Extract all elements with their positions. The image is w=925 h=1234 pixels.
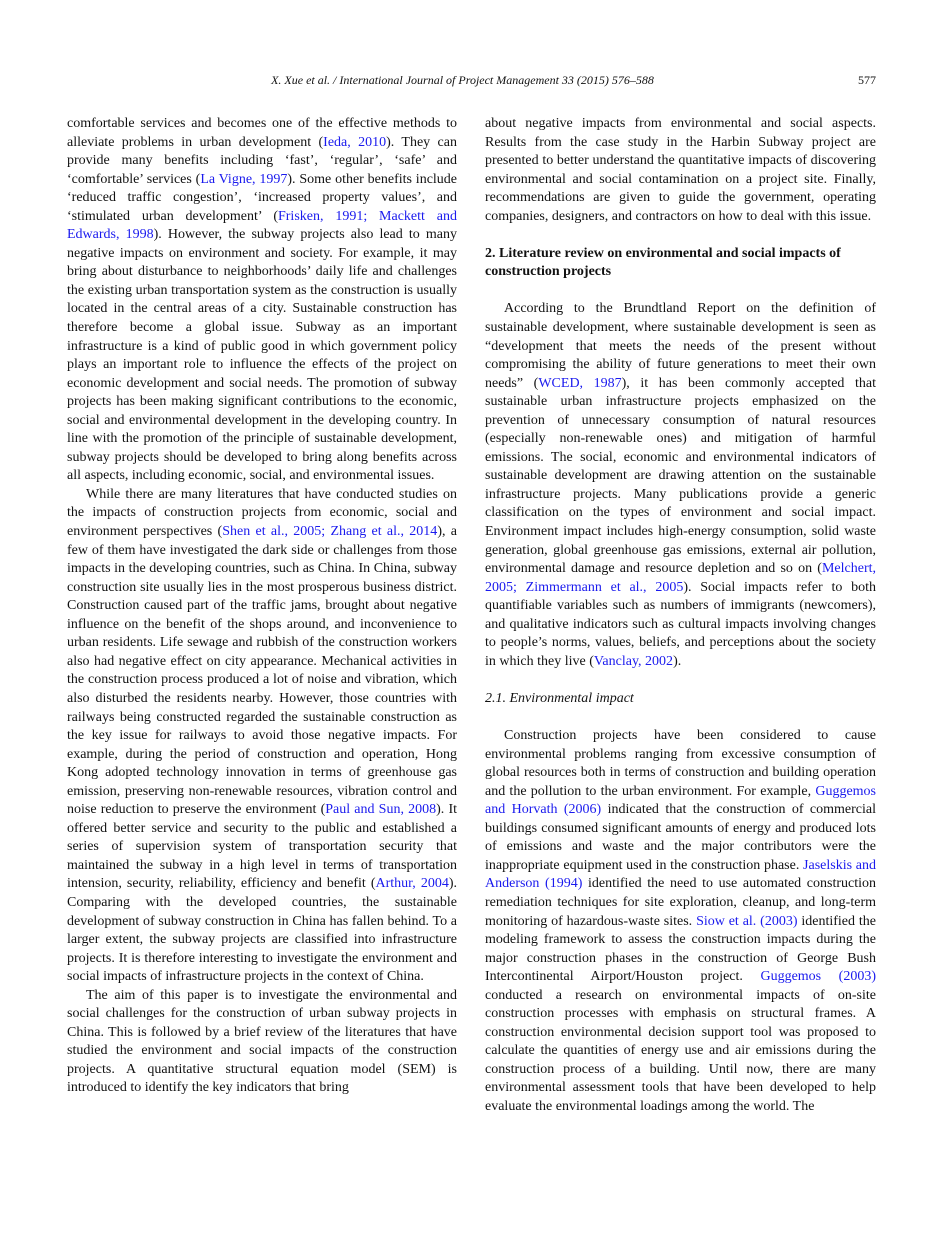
citation-link[interactable]: Arthur, 2004 — [375, 876, 449, 892]
paragraph — [485, 300, 876, 671]
citation-link[interactable]: La Vigne, 1997 — [200, 171, 288, 187]
citation-link[interactable]: Guggemos (2003) — [760, 969, 876, 985]
running-head: X. Xue et al. / International Journal of Project Management 33 (2015) 576–588 — [271, 73, 654, 87]
paragraph-text: ). It offered better service and security to the public and established a series of supervision system of transportation security that maintained the subway in a high level in terms of transportation intension, security, reliability, efficiency and benefit ( — [67, 802, 458, 892]
page-number: 577 — [858, 73, 876, 87]
paragraph — [67, 486, 457, 987]
paragraph-text: about negative impacts from environmental and social aspects. Results from the case study in the Harbin Subway project are presented to better understand the quantitative impacts of discovering environmental and social contamination on a project site. Finally, recommendations are given to guide the government, operating companies, designers, and contractors on how to deal with this issue. — [485, 116, 876, 224]
citation-link[interactable]: Shen et al., 2005; Zhang et al., 2014 — [222, 524, 438, 540]
paragraph-text: ). Comparing with the developed countries, the sustainable development of subway construction in China has fallen behind. To a larger extent, the subway projects are classified into infrastructure projects. It is therefore interesting to investigate the environment and social impacts of infrastructure projects in the context of China. — [67, 876, 458, 985]
paragraph-text: comfortable services and becomes one of the effective methods to alleviate problems in urban development ( — [67, 116, 457, 150]
citation-link[interactable]: Jaselskis and Anderson (1994) — [485, 857, 876, 892]
citation-link[interactable]: Ieda, 2010 — [323, 134, 387, 150]
citation-link[interactable]: WCED, 1987 — [538, 375, 622, 391]
paragraph-text: conducted a research on environmental impacts of on-site construction processes with emphasis on structural frames. A construction environmental decision support tool was proposed to calculate the quantities of energy use and air emissions during the construction process of a building. Until now, there are many environmental assessment tools that have been developed to help evaluate the environmental loadings among the world. The — [485, 987, 876, 1114]
paragraph-text: ). — [673, 653, 682, 669]
paragraph-text: ). Some other benefits include ‘reduced traffic congestion’, ‘increased property values’, and ‘stimulated urban development’ ( — [67, 171, 458, 224]
paragraph-text: identified the modeling framework to assess the construction impacts during the major construction phases in the construction of George Bush Intercontinental Airport/Houston project. — [485, 913, 876, 985]
paragraph-text: ). They can provide many benefits including ‘fast’, ‘regular’, ‘safe’ and ‘comfortable’ services ( — [67, 134, 457, 187]
paragraph-text: ). However, the subway projects also lead to many negative impacts on environment and society. For example, it may bring about disturbance to neighborhoods’ daily life and challenges the existing urban transportation system as the construction is usually located in the central areas of a city. Sustainable construction has therefore become a global issue. Subway as an important infrastructure is a kind of public good in which government policy plays an important role to influence the effects of the project on economic development and social needs. The promotion of subway projects has been making significant contributions to the economic, social and environmental development in the developing country. In line with the promotion of the principle of sustainable development, subway projects should be developed to bring along benefits across all aspects, including economic, social, and environmental issues. — [67, 227, 457, 484]
citation-link[interactable]: Melchert, 2005; Zimmermann et al., 2005 — [485, 561, 876, 595]
section-heading: 2. Literature review on environmental and social impacts of construction projects — [485, 245, 841, 280]
citation-link[interactable]: Frisken, 1991; Mackett and Edwards, 1998 — [67, 208, 457, 243]
paragraph — [67, 987, 457, 1098]
subsection-heading: 2.1. Environmental impact — [485, 690, 634, 706]
citation-link[interactable]: Vanclay, 2002 — [593, 653, 674, 669]
paragraph-text: ), it has been commonly accepted that sustainable urban infrastructure projects emphasized on the prevention of unnecessary consumption of natural resources (especially non-renewable ones) and mitigation of harmful emissions. The social, economic and environmental indicators of sustainable development are drawing attention on the sustainable infrastructure projects. Many publications provide a generic classification on the types of environment and social impact. Environment impact includes high-energy consumption, solid waste generation, global greenhouse gas emissions, external air pollution, environmental damage and resource depletion and so on ( — [485, 375, 876, 577]
paragraph-text: indicated that the construction of commercial buildings consumed significant amounts of energy and produced lots of emissions and waste and the major contributors were the inappropriate equipment used in the construction phase. — [485, 802, 876, 873]
paragraph-text: ). Social impacts refer to both quantifiable variables such as numbers of immigrants (newcomers), and qualitative indicators such as cultural impacts involving changes to people’s norms, values, beliefs, and perceptions about the society in which they live ( — [485, 579, 876, 669]
right-column — [485, 115, 876, 1117]
citation-link[interactable]: Siow et al. (2003) — [696, 913, 798, 929]
left-column — [67, 115, 457, 1098]
citation-link[interactable]: Paul and Sun, 2008 — [325, 802, 437, 818]
paragraph — [485, 727, 876, 1116]
paragraph-text: While there are many literatures that have conducted studies on the impacts of construction projects from economic, social and environment perspectives ( — [67, 486, 457, 540]
paragraph-text: According to the Brundtland Report on the definition of sustainable development, where sustainable development is seen as “development that meets the needs of the present without compromising the ability of future generations to meet their own needs” ( — [485, 301, 876, 391]
paragraph-text: identified the need to use automated construction remediation techniques for site exploration, cleanup, and long-term monitoring of hazardous-waste sites. — [485, 876, 877, 929]
citation-link[interactable]: Guggemos and Horvath (2006) — [485, 783, 876, 818]
paragraph — [67, 115, 457, 486]
paragraph — [485, 115, 876, 226]
paragraph-text: Construction projects have been considered to cause environmental problems ranging from excessive consumption of global resources both in terms of construction and building operation and the pollution to the urban environment. For example, — [485, 728, 876, 799]
paragraph-text: ), a few of them have investigated the dark side or challenges from those impacts in the developing countries, such as China. In China, subway construction site usually lies in the most prosperous business district. Construction caused part of the traffic jams, brought about negative influence on the benefit of the shops around, and inconvenience to urban residents. Life sewage and rubbish of the construction workers also had negative effect on city appearance. Mechanical activities in the construction process produced a lot of noise and vibration, which also disturbed the residents nearby. However, those countries with railways being constructed regarded the sustainable construction as the key issue for railways to avoid those negative impacts. For example, during the period of construction and operation, Hong Kong adopted technology innovation in terms of greenhouse gas emission, preserving non-renewable resources, vibration control and noise reduction to preserve the environment ( — [67, 524, 457, 818]
paragraph-text: The aim of this paper is to investigate the environmental and social challenges for the construction of urban subway projects in China. This is followed by a brief review of the literatures that have studied the environment and social impacts of the construction projects. A quantitative structural equation model (SEM) is introduced to identify the key indicators that bring — [67, 987, 457, 1096]
